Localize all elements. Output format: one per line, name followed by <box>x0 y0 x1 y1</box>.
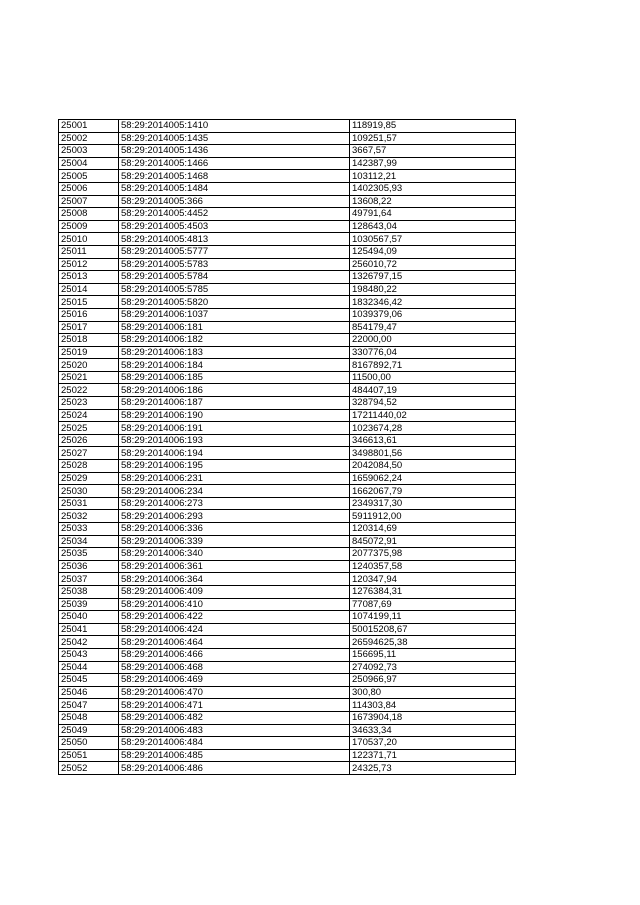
row-number-cell: 25026 <box>59 434 119 447</box>
table-row <box>59 560 516 573</box>
row-number-cell: 25011 <box>59 245 119 258</box>
row-number-cell: 25046 <box>59 686 119 699</box>
row-number-cell: 25051 <box>59 749 119 762</box>
cadastral-number-cell: 58:29:2014006:464 <box>119 636 350 649</box>
row-number-cell: 25045 <box>59 674 119 687</box>
value-cell: 1074199,11 <box>350 611 516 624</box>
row-number-cell: 25025 <box>59 422 119 435</box>
row-number-cell: 25009 <box>59 220 119 233</box>
row-number-cell: 25020 <box>59 359 119 372</box>
row-number-cell: 25017 <box>59 321 119 334</box>
row-number-cell: 25010 <box>59 233 119 246</box>
value-cell: 2077375,98 <box>350 548 516 561</box>
cadastral-number-cell: 58:29:2014006:339 <box>119 535 350 548</box>
value-cell: 1030567,57 <box>350 233 516 246</box>
table-row <box>59 283 516 296</box>
table-body <box>59 120 516 775</box>
cadastral-number-cell: 58:29:2014005:1436 <box>119 145 350 158</box>
row-number-cell: 25018 <box>59 334 119 347</box>
table-row <box>59 535 516 548</box>
row-number-cell: 25038 <box>59 585 119 598</box>
table-row <box>59 636 516 649</box>
row-number-cell: 25037 <box>59 573 119 586</box>
value-cell: 1039379,06 <box>350 308 516 321</box>
row-number-cell: 25002 <box>59 132 119 145</box>
value-cell: 2042084,50 <box>350 460 516 473</box>
row-number-cell: 25032 <box>59 510 119 523</box>
cadastral-number-cell: 58:29:2014006:195 <box>119 460 350 473</box>
row-number-cell: 25040 <box>59 611 119 624</box>
cadastral-number-cell: 58:29:2014006:181 <box>119 321 350 334</box>
value-cell: 845072,91 <box>350 535 516 548</box>
value-cell: 3498801,56 <box>350 447 516 460</box>
value-cell: 170537,20 <box>350 737 516 750</box>
row-number-cell: 25044 <box>59 661 119 674</box>
cadastral-number-cell: 58:29:2014005:5820 <box>119 296 350 309</box>
cadastral-number-cell: 58:29:2014006:410 <box>119 598 350 611</box>
cadastral-number-cell: 58:29:2014005:1468 <box>119 170 350 183</box>
cadastral-number-cell: 58:29:2014006:185 <box>119 371 350 384</box>
cadastral-number-cell: 58:29:2014006:191 <box>119 422 350 435</box>
value-cell: 1240357,58 <box>350 560 516 573</box>
table-row <box>59 271 516 284</box>
value-cell: 142387,99 <box>350 157 516 170</box>
table-row <box>59 145 516 158</box>
table-row <box>59 749 516 762</box>
cadastral-number-cell: 58:29:2014006:231 <box>119 472 350 485</box>
table-row <box>59 447 516 460</box>
cadastral-number-cell: 58:29:2014005:1466 <box>119 157 350 170</box>
table-row <box>59 699 516 712</box>
row-number-cell: 25004 <box>59 157 119 170</box>
value-cell: 8167892,71 <box>350 359 516 372</box>
row-number-cell: 25028 <box>59 460 119 473</box>
cadastral-number-cell: 58:29:2014006:466 <box>119 648 350 661</box>
row-number-cell: 25019 <box>59 346 119 359</box>
cadastral-number-cell: 58:29:2014006:468 <box>119 661 350 674</box>
table-row <box>59 724 516 737</box>
table-row <box>59 737 516 750</box>
row-number-cell: 25012 <box>59 258 119 271</box>
value-cell: 328794,52 <box>350 397 516 410</box>
value-cell: 118919,85 <box>350 120 516 133</box>
value-cell: 103112,21 <box>350 170 516 183</box>
value-cell: 125494,09 <box>350 245 516 258</box>
table-row <box>59 497 516 510</box>
value-cell: 256010,72 <box>350 258 516 271</box>
cadastral-number-cell: 58:29:2014005:4452 <box>119 208 350 221</box>
table-row <box>59 120 516 133</box>
cadastral-number-cell: 58:29:2014006:336 <box>119 523 350 536</box>
table-row <box>59 170 516 183</box>
row-number-cell: 25024 <box>59 409 119 422</box>
value-cell: 484407,19 <box>350 384 516 397</box>
table-row <box>59 674 516 687</box>
cadastral-number-cell: 58:29:2014006:186 <box>119 384 350 397</box>
cadastral-number-cell: 58:29:2014006:409 <box>119 585 350 598</box>
value-cell: 1023674,28 <box>350 422 516 435</box>
value-cell: 300,80 <box>350 686 516 699</box>
value-cell: 77087,69 <box>350 598 516 611</box>
cadastral-number-cell: 58:29:2014006:361 <box>119 560 350 573</box>
cadastral-number-cell: 58:29:2014006:190 <box>119 409 350 422</box>
table-row <box>59 384 516 397</box>
value-cell: 49791,64 <box>350 208 516 221</box>
cadastral-number-cell: 58:29:2014005:5785 <box>119 283 350 296</box>
row-number-cell: 25015 <box>59 296 119 309</box>
value-cell: 109251,57 <box>350 132 516 145</box>
value-cell: 128643,04 <box>350 220 516 233</box>
table-row <box>59 346 516 359</box>
value-cell: 250966,97 <box>350 674 516 687</box>
value-cell: 1832346,42 <box>350 296 516 309</box>
table-row <box>59 157 516 170</box>
cadastral-number-cell: 58:29:2014006:485 <box>119 749 350 762</box>
cadastral-number-cell: 58:29:2014005:5784 <box>119 271 350 284</box>
row-number-cell: 25041 <box>59 623 119 636</box>
cadastral-number-cell: 58:29:2014006:182 <box>119 334 350 347</box>
table-row <box>59 359 516 372</box>
cadastral-number-cell: 58:29:2014006:484 <box>119 737 350 750</box>
value-cell: 122371,71 <box>350 749 516 762</box>
cadastral-number-cell: 58:29:2014006:470 <box>119 686 350 699</box>
cadastral-number-cell: 58:29:2014005:4813 <box>119 233 350 246</box>
table-row <box>59 611 516 624</box>
row-number-cell: 25033 <box>59 523 119 536</box>
cadastral-number-cell: 58:29:2014006:471 <box>119 699 350 712</box>
cadastral-number-cell: 58:29:2014006:1037 <box>119 308 350 321</box>
table-row <box>59 409 516 422</box>
table-row <box>59 573 516 586</box>
value-cell: 50015208,67 <box>350 623 516 636</box>
value-cell: 1326797,15 <box>350 271 516 284</box>
cadastral-number-cell: 58:29:2014005:5783 <box>119 258 350 271</box>
row-number-cell: 25027 <box>59 447 119 460</box>
cadastral-number-cell: 58:29:2014006:234 <box>119 485 350 498</box>
row-number-cell: 25013 <box>59 271 119 284</box>
row-number-cell: 25007 <box>59 195 119 208</box>
table-row <box>59 523 516 536</box>
row-number-cell: 25036 <box>59 560 119 573</box>
cadastral-number-cell: 58:29:2014006:469 <box>119 674 350 687</box>
cadastral-number-cell: 58:29:2014006:193 <box>119 434 350 447</box>
cadastral-number-cell: 58:29:2014006:194 <box>119 447 350 460</box>
table-row <box>59 195 516 208</box>
table-row <box>59 296 516 309</box>
row-number-cell: 25001 <box>59 120 119 133</box>
cadastral-value-table <box>58 119 516 775</box>
table-row <box>59 208 516 221</box>
row-number-cell: 25052 <box>59 762 119 775</box>
cadastral-number-cell: 58:29:2014005:5777 <box>119 245 350 258</box>
row-number-cell: 25035 <box>59 548 119 561</box>
value-cell: 2349317,30 <box>350 497 516 510</box>
value-cell: 1659062,24 <box>350 472 516 485</box>
table-row <box>59 762 516 775</box>
cadastral-number-cell: 58:29:2014006:486 <box>119 762 350 775</box>
value-cell: 114303,84 <box>350 699 516 712</box>
row-number-cell: 25030 <box>59 485 119 498</box>
value-cell: 13608,22 <box>350 195 516 208</box>
value-cell: 198480,22 <box>350 283 516 296</box>
table-row <box>59 132 516 145</box>
table-row <box>59 648 516 661</box>
value-cell: 11500,00 <box>350 371 516 384</box>
value-cell: 5911912,00 <box>350 510 516 523</box>
table-row <box>59 182 516 195</box>
table-row <box>59 233 516 246</box>
cadastral-number-cell: 58:29:2014005:4503 <box>119 220 350 233</box>
table-row <box>59 585 516 598</box>
table-row <box>59 510 516 523</box>
value-cell: 24325,73 <box>350 762 516 775</box>
value-cell: 22000,00 <box>350 334 516 347</box>
table-row <box>59 598 516 611</box>
cadastral-number-cell: 58:29:2014006:183 <box>119 346 350 359</box>
row-number-cell: 25042 <box>59 636 119 649</box>
table-row <box>59 220 516 233</box>
value-cell: 26594625,38 <box>350 636 516 649</box>
cadastral-number-cell: 58:29:2014006:340 <box>119 548 350 561</box>
row-number-cell: 25005 <box>59 170 119 183</box>
cadastral-number-cell: 58:29:2014006:184 <box>119 359 350 372</box>
value-cell: 854179,47 <box>350 321 516 334</box>
cadastral-number-cell: 58:29:2014006:424 <box>119 623 350 636</box>
value-cell: 1402305,93 <box>350 182 516 195</box>
table-row <box>59 485 516 498</box>
row-number-cell: 25016 <box>59 308 119 321</box>
value-cell: 3667,57 <box>350 145 516 158</box>
row-number-cell: 25031 <box>59 497 119 510</box>
table-row <box>59 258 516 271</box>
table-row <box>59 245 516 258</box>
table-row <box>59 623 516 636</box>
row-number-cell: 25014 <box>59 283 119 296</box>
value-cell: 1276384,31 <box>350 585 516 598</box>
cadastral-number-cell: 58:29:2014005:1410 <box>119 120 350 133</box>
value-cell: 17211440,02 <box>350 409 516 422</box>
row-number-cell: 25043 <box>59 648 119 661</box>
cadastral-number-cell: 58:29:2014006:187 <box>119 397 350 410</box>
value-cell: 34633,34 <box>350 724 516 737</box>
value-cell: 346613,61 <box>350 434 516 447</box>
row-number-cell: 25022 <box>59 384 119 397</box>
table-row <box>59 434 516 447</box>
value-cell: 330776,04 <box>350 346 516 359</box>
cadastral-number-cell: 58:29:2014005:1484 <box>119 182 350 195</box>
table-row <box>59 308 516 321</box>
cadastral-number-cell: 58:29:2014006:422 <box>119 611 350 624</box>
table-row <box>59 371 516 384</box>
row-number-cell: 25023 <box>59 397 119 410</box>
cadastral-number-cell: 58:29:2014005:1435 <box>119 132 350 145</box>
row-number-cell: 25039 <box>59 598 119 611</box>
table-row <box>59 334 516 347</box>
row-number-cell: 25029 <box>59 472 119 485</box>
row-number-cell: 25008 <box>59 208 119 221</box>
value-cell: 1673904,18 <box>350 711 516 724</box>
cadastral-number-cell: 58:29:2014006:293 <box>119 510 350 523</box>
table-row <box>59 397 516 410</box>
row-number-cell: 25003 <box>59 145 119 158</box>
table-row <box>59 711 516 724</box>
row-number-cell: 25050 <box>59 737 119 750</box>
row-number-cell: 25047 <box>59 699 119 712</box>
cadastral-number-cell: 58:29:2014006:482 <box>119 711 350 724</box>
table-row <box>59 460 516 473</box>
table-row <box>59 661 516 674</box>
row-number-cell: 25049 <box>59 724 119 737</box>
value-cell: 120314,69 <box>350 523 516 536</box>
value-cell: 274092,73 <box>350 661 516 674</box>
cadastral-number-cell: 58:29:2014006:364 <box>119 573 350 586</box>
row-number-cell: 25006 <box>59 182 119 195</box>
cadastral-number-cell: 58:29:2014006:483 <box>119 724 350 737</box>
value-cell: 1662067,79 <box>350 485 516 498</box>
row-number-cell: 25021 <box>59 371 119 384</box>
cadastral-number-cell: 58:29:2014005:366 <box>119 195 350 208</box>
table-row <box>59 472 516 485</box>
table-row <box>59 321 516 334</box>
table-row <box>59 548 516 561</box>
value-cell: 120347,94 <box>350 573 516 586</box>
row-number-cell: 25048 <box>59 711 119 724</box>
table-row <box>59 686 516 699</box>
row-number-cell: 25034 <box>59 535 119 548</box>
table-row <box>59 422 516 435</box>
cadastral-number-cell: 58:29:2014006:273 <box>119 497 350 510</box>
value-cell: 156695,11 <box>350 648 516 661</box>
